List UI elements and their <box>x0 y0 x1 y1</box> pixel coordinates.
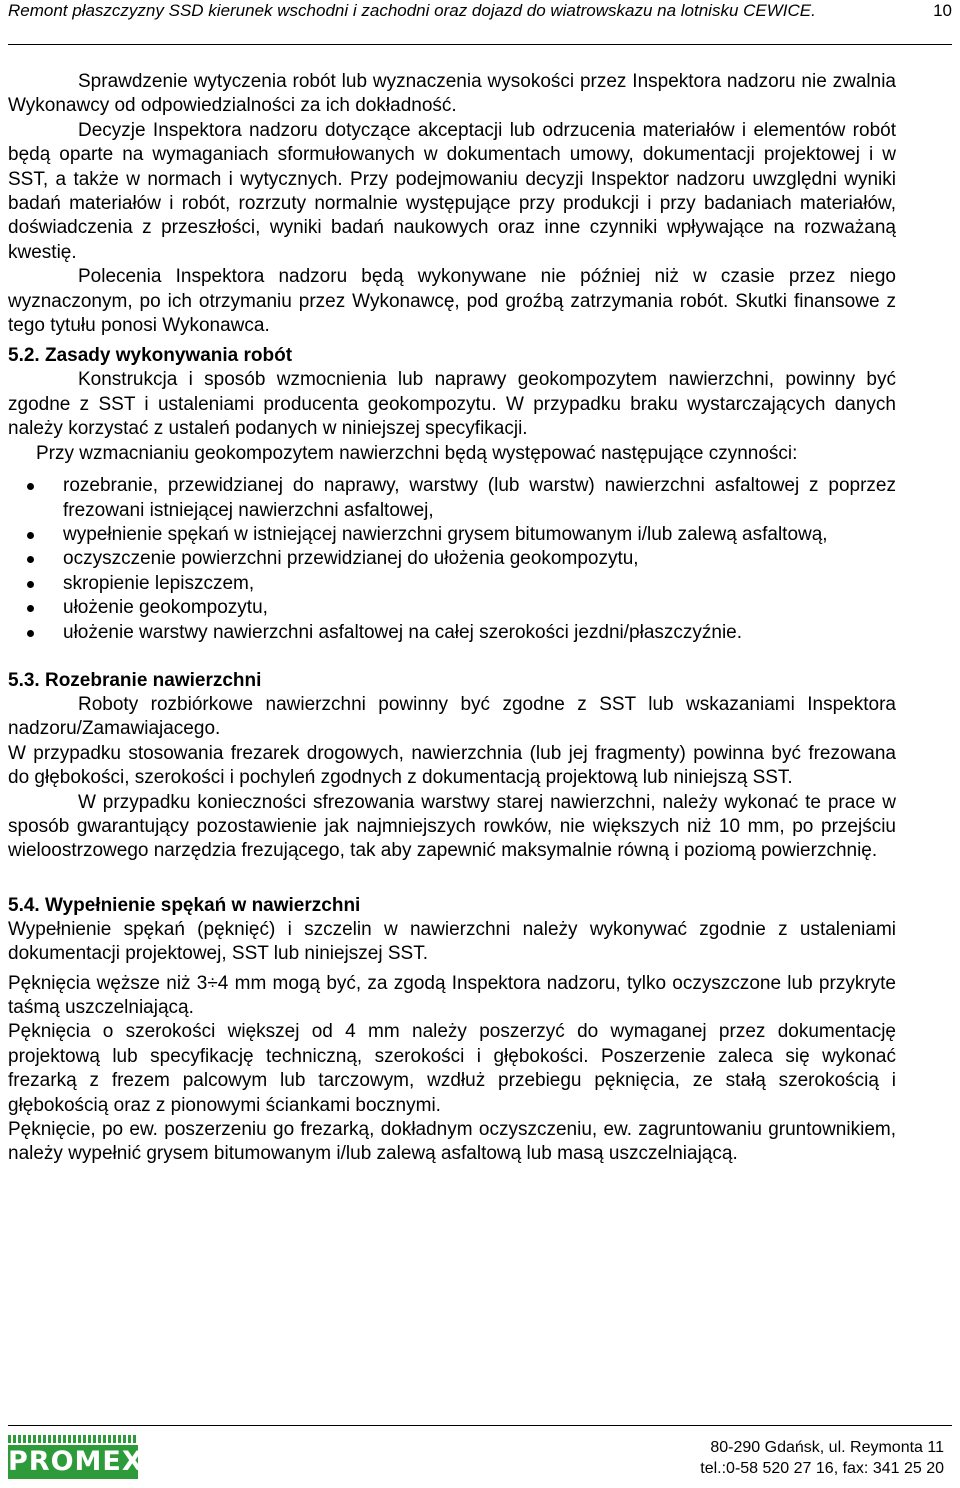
list-item: rozebranie, przewidzianej do naprawy, warstwy (lub warstw) nawierzchni asfaltowej z poprzez frezowani istniejącej nawierzchni asfaltowej, <box>8 474 896 523</box>
page-number: 10 <box>933 1 952 20</box>
document-body <box>8 70 896 1167</box>
section-5-4-paragraph-4: Pęknięcie, po ew. poszerzeniu go frezarką, dokładnym oczyszczeniu, ew. zagruntowaniu gruntownikiem, należy wypełnić grysem bitumowanym i/lub zalewą asfaltową lub masą uszczelniającą. <box>8 1119 896 1165</box>
section-5-4-paragraph-2: Pęknięcia węższe niż 3÷4 mm mogą być, za zgodą Inspektora nadzoru, tylko oczyszczone lub przykryte taśmą uszczelniającą. <box>8 972 896 1018</box>
intro-paragraph-2: Decyzje Inspektora nadzoru dotyczące akceptacji lub odrzucenia materiałów i elementów robót będą oparte na wymaganiach sformułowanych w dokumentach umowy, dokumentacji projektowej i w SST, a także w normach i wytycznych. Przy podejmowaniu decyzji Inspektor nadzoru uwzględni wyniki badań materiałów i robót, rozrzuty normalnie występujące przy produkcji i przy badaniach materiałów, doświadczenia z przeszłości, wyniki badań naukowych oraz inne czynniki wpływające na rozważaną kwestię. <box>8 119 896 263</box>
section-5-3-paragraph-3: W przypadku konieczności sfrezowania warstwy starej nawierzchni, należy wykonać te prace w sposób gwarantujący pozostawienie jak najmniejszych rowków, nie większych niż 10 mm, po przejściu wieloostrzowego narzędzia frezującego, tak aby zapewnić maksymalnie równą i poziomą powierzchnię. <box>8 791 896 862</box>
list-item: ułożenie warstwy nawierzchni asfaltowej na całej szerokości jezdni/płaszczyźnie. <box>8 621 896 645</box>
section-5-3-paragraph-2: W przypadku stosowania frezarek drogowych, nawierzchnia (lub jej fragmenty) powinna być frezowana do głębokości, szerokości i pochyleń zgodnych z dokumentacją projektową lub niniejszą SST. <box>8 742 896 789</box>
document-title: Remont płaszczyzny SSD kierunek wschodni i zachodni oraz dojazd do wiatrowskazu na lotnisku CEWICE. <box>8 1 816 20</box>
section-5-2-paragraph-2: Przy wzmacnianiu geokompozytem nawierzchni będą występować następujące czynności: <box>36 442 798 464</box>
section-5-4-paragraph-3: Pęknięcia o szerokości większej od 4 mm należy poszerzyć do wymaganej przez dokumentację projektową lub specyfikację techniczną, szerokości i głębokości. Poszerzenie zaleca się wykonać frezarką z frezem palcowym lub tarczowym, wzdłuż przebiegu pęknięcia, ze stałą szerokością i głębokością oraz z pionowymi ściankami bocznymi. <box>8 1021 896 1116</box>
list-item: skropienie lepiszczem, <box>8 572 896 596</box>
address-line: 80-290 Gdańsk, ul. Reymonta 11 <box>710 1439 944 1456</box>
promex-logo <box>8 1435 144 1479</box>
activities-list <box>8 474 896 645</box>
page-header <box>8 0 952 45</box>
section-5-2-paragraph-1: Konstrukcja i sposób wzmocnienia lub naprawy geokompozytem nawierzchni, powinny być zgodne z SST i ustaleniami producenta geokompozytu. W przypadku braku wystarczających danych należy korzystać z ustaleń podanych w niniejszej specyfikacji. <box>8 369 896 440</box>
list-item: wypełnienie spękań w istniejącej nawierzchni grysem bitumowanym i/lub zalewą asfaltową, <box>8 523 896 547</box>
intro-paragraph-1: Sprawdzenie wytyczenia robót lub wyznaczenia wysokości przez Inspektora nadzoru nie zwalnia Wykonawcy od odpowiedzialności za ich dokładność. <box>8 71 896 117</box>
list-item: oczyszczenie powierzchni przewidzianej do ułożenia geokompozytu, <box>8 547 896 571</box>
footer-divider <box>8 1425 952 1426</box>
contact-line: tel.:0-58 520 27 16, fax: 341 25 20 <box>700 1460 944 1477</box>
section-5-3-paragraph-1: Roboty rozbiórkowe nawierzchni powinny być zgodne z SST lub wskazaniami Inspektora nadzoru/Zamawiajacego. <box>8 693 896 740</box>
company-address <box>700 1437 944 1479</box>
section-5-3-heading: 5.3. Rozebranie nawierzchni <box>8 669 262 691</box>
logo-stripes <box>8 1435 138 1443</box>
section-5-4-heading: 5.4. Wypełnienie spękań w nawierzchni <box>8 894 361 916</box>
intro-paragraph-3: Polecenia Inspektora nadzoru będą wykonywane nie później niż w czasie przez niego wyznaczonym, po ich otrzymaniu przez Wykonawcę, pod groźbą zatrzymania robót. Skutki finansowe z tego tytułu ponosi Wykonawca. <box>8 266 896 337</box>
list-item: ułożenie geokompozytu, <box>8 596 896 620</box>
section-5-4-paragraph-1: Wypełnienie spękań (pęknięć) i szczelin w nawierzchni należy wykonywać zgodnie z ustaleniami dokumentacji projektowej, SST lub niniejszej SST. <box>8 918 896 965</box>
section-5-2-heading: 5.2. Zasady wykonywania robót <box>8 345 293 367</box>
logo-text: PROMEX <box>8 1446 144 1477</box>
